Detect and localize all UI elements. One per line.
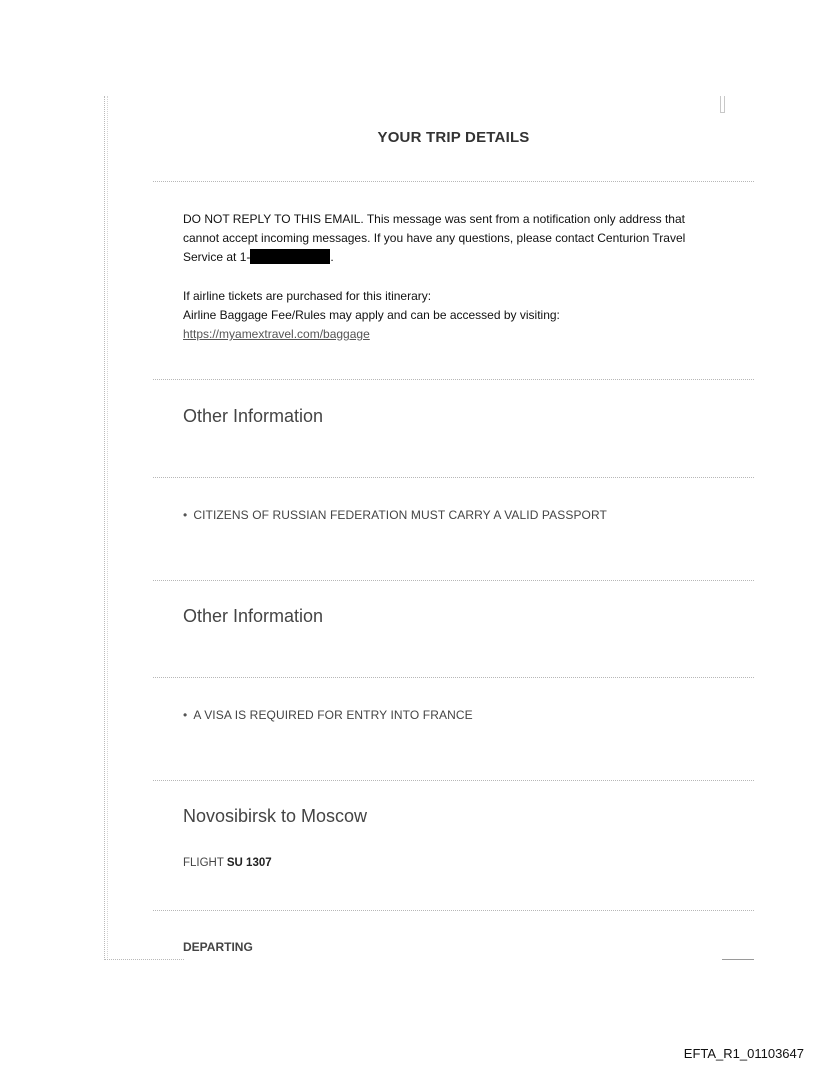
divider [153,780,754,781]
baggage-line-2: Airline Baggage Fee/Rules may apply and can be accessed by visiting: [183,308,560,322]
page-frame-bottom-left [104,959,184,960]
divider [153,181,754,182]
list-item [183,708,473,722]
flight-number-value: SU 1307 [226,857,272,869]
redaction-box [250,249,330,264]
bullet-icon: • [183,508,188,522]
page-title: YOUR TRIP DETAILS [377,129,530,146]
notice-text: DO NOT REPLY TO THIS EMAIL. This message was sent from a notification only address that cannot accept incoming messages. If you have any questions, please contact Centurion Travel Service at 1- [183,212,686,264]
baggage-link[interactable]: https://myamextravel.com/baggage [183,327,370,341]
notice-suffix: . [330,250,334,264]
list-item [183,508,607,522]
divider [153,379,754,380]
section-heading-other-information: Other Information [183,606,324,626]
list-item-text: CITIZENS OF RUSSIAN FEDERATION MUST CARRY A VALID PASSPORT [193,508,607,522]
page-frame-left [104,96,108,960]
section-heading-other-information: Other Information [183,406,324,426]
no-reply-notice [183,210,723,267]
flight-route-heading: Novosibirsk to Moscow [183,806,368,826]
flight-number [183,857,272,869]
page-frame-bottom-right [722,959,754,960]
divider [153,677,754,678]
divider [153,910,754,911]
baggage-info [183,287,743,344]
page-frame-mark [720,96,725,113]
departing-label: DEPARTING [183,940,253,954]
list-item-text: A VISA IS REQUIRED FOR ENTRY INTO FRANCE [193,708,473,722]
baggage-line-1: If airline tickets are purchased for this itinerary: [183,289,432,303]
bullet-icon: • [183,708,188,722]
bates-number: EFTA_R1_01103647 [683,1046,804,1061]
divider [153,477,754,478]
divider [153,580,754,581]
flight-label: FLIGHT [183,857,224,869]
